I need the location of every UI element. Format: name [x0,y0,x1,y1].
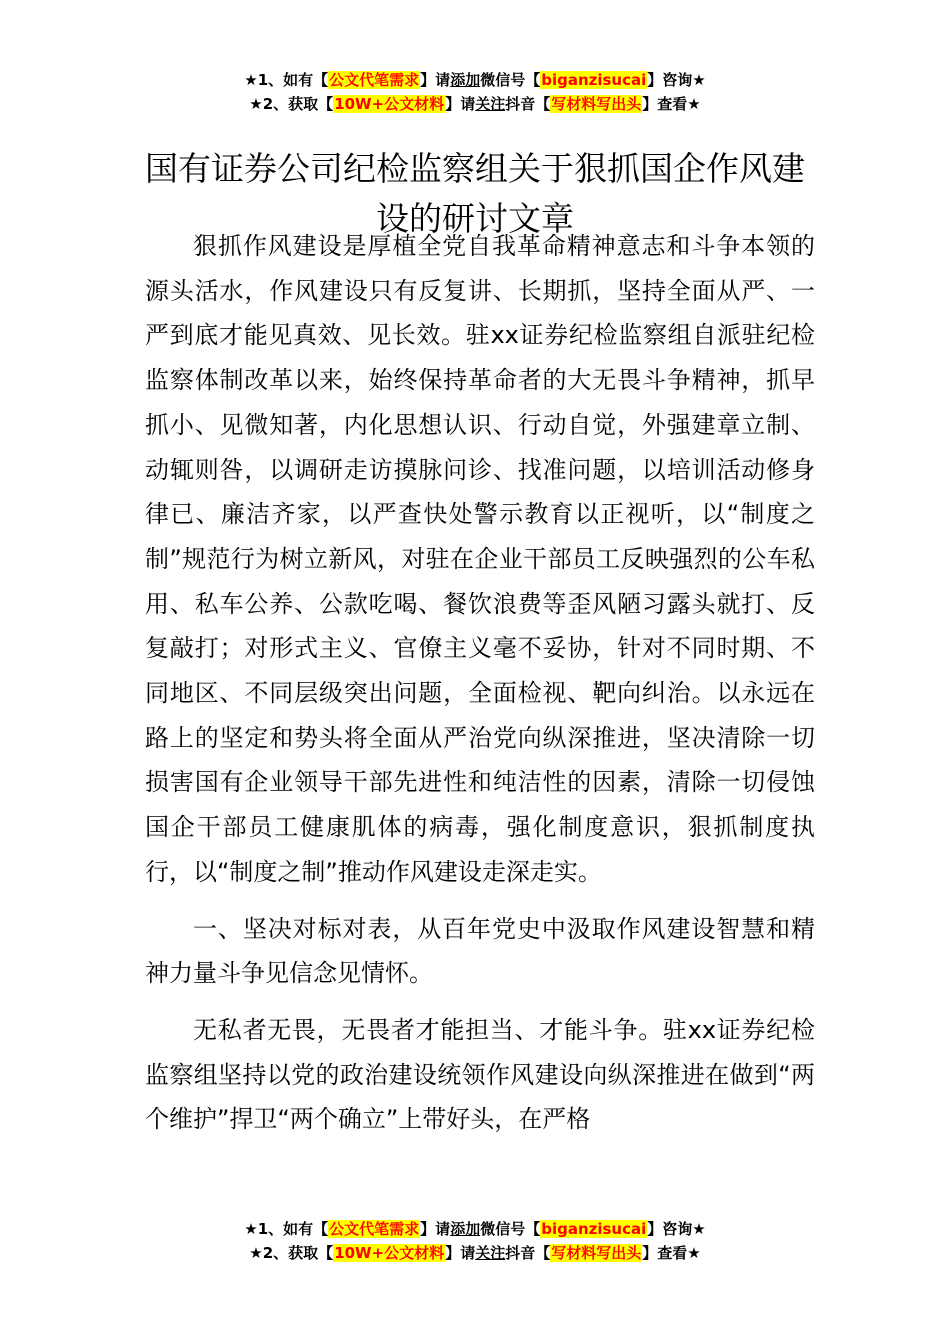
banner-line-1 [0,68,950,92]
banner-text: 微信号【 [480,71,541,89]
document-body [145,224,815,1142]
paragraph: 狠抓作风建设是厚植全党自我革命精神意志和斗争本领的源头活水，作风建设只有反复讲、长期抓，坚持全面从严、一严到底才能见真效、见长效。驻xx证券纪检监察组自派驻纪检监察体制改革以来，始终保持革命者的大无畏斗争精神，抓早抓小、见微知著，内化思想认识、行动自觉，外强建章立制、动辄则咎，以调研走访摸脉问诊、找准问题，以培训活动修身律已、廉洁齐家，以严查快处警示教育以正视听，以“制度之制”规范行为树立新风，对驻在企业干部员工反映强烈的公车私用、私车公养、公款吃喝、餐饮浪费等歪风陋习露头就打、反复敲打；对形式主义、官僚主义毫不妥协，针对不同时期、不同地区、不同层级突出问题，全面检视、靶向纠治。以永远在路上的坚定和势头将全面从严治党向纵深推进，坚决清除一切损害国有企业领导干部先进性和纯洁性的因素，清除一切侵蚀国企干部员工健康肌体的病毒，强化制度意识，狠抓制度执行，以“制度之制”推动作风建设走深走实。 [145,232,815,886]
banner-text: 】咨询★ [647,1220,706,1238]
highlight-wechat-id: biganzisucai [541,1220,647,1238]
banner-text: 】查看★ [642,1244,701,1262]
banner-text: 】请 [420,71,451,89]
highlight-service: 公文代笔需求 [329,71,420,89]
banner-text: 】咨询★ [647,71,706,89]
highlight-douyin: 写材料写出头 [551,95,642,113]
highlight-wechat-id: biganzisucai [541,71,647,89]
highlight-materials: 10W+公文材料 [334,95,445,113]
banner-emphasis: 添加 [450,71,481,89]
document-title: 国有证券公司纪检监察组关于狠抓国企作风建设的研讨文章 [145,149,805,239]
highlight-douyin: 写材料写出头 [551,1244,642,1262]
footer-banner [0,1217,950,1265]
banner-line-2 [0,1241,950,1265]
banner-line-2 [0,92,950,116]
banner-text: 】请 [445,1244,476,1262]
banner-text: 】请 [420,1220,451,1238]
highlight-service: 公文代笔需求 [329,1220,420,1238]
banner-emphasis: 添加 [450,1220,481,1238]
banner-text: 抖音【 [505,1244,551,1262]
banner-text: ★2、获取【 [249,95,334,113]
highlight-materials: 10W+公文材料 [334,1244,445,1262]
banner-emphasis: 关注 [475,95,506,113]
banner-text: 抖音【 [505,95,551,113]
banner-line-1 [0,1217,950,1241]
banner-text: 】查看★ [642,95,701,113]
header-banner [0,68,950,116]
banner-text: 】请 [445,95,476,113]
paragraph: 无私者无畏，无畏者才能担当、才能斗争。驻xx证券纪检监察组坚持以党的政治建设统领作风建设向纵深推进在做到“两个维护”捍卫“两个确立”上带好头，在严格 [145,1015,815,1134]
banner-text: ★1、如有【 [244,1220,329,1238]
banner-text: ★1、如有【 [244,71,329,89]
banner-emphasis: 关注 [475,1244,506,1262]
paragraph: 一、坚决对标对表，从百年党史中汲取作风建设智慧和精神力量斗争见信念见情怀。 [145,914,815,988]
banner-text: 微信号【 [480,1220,541,1238]
banner-text: ★2、获取【 [249,1244,334,1262]
